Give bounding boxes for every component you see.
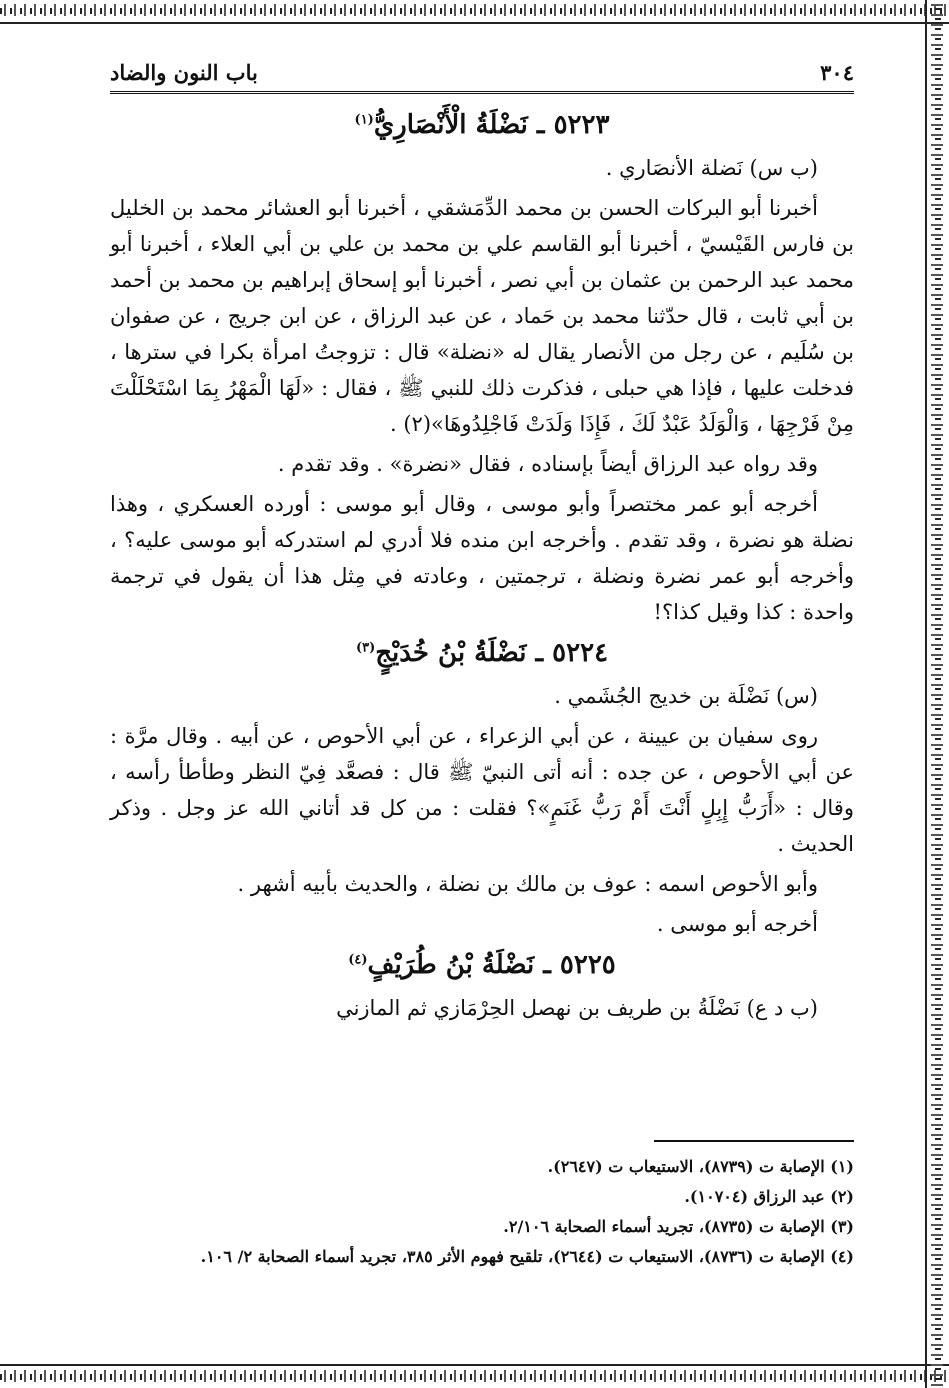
entry-paragraph: وأبو الأحوص اسمه : عوف بن مالك بن نضلة ، والحديث بأبيه أشهر . — [237, 872, 818, 896]
entry-5225 — [110, 950, 854, 1026]
footnote: (٣) الإصابة ت (٨٧٣٥)، تجريد أسماء الصحابة ٢/١٠٦. — [503, 1217, 854, 1236]
entry-paragraph: أخرجه أبو عمر مختصراً وأبو موسى ، وقال أبو موسى : أورده العسكري ، وهذا نضلة هو نضرة ، وقد تقدم . وأخرجه ابن منده فلا أدري لم استدركه أبو موسى عليه؟ ، وأخرجه أبو عمر نضرة ونضلة ، ترجمتين ، وعادته في مِثل هذا أن يقول في ترجمة واحدة : كذا وقيل كذا؟! — [110, 492, 854, 624]
entry-title: ٥٢٢٣ ـ نَضْلَةُ الْأَنْصَارِيُّ$^{(١)}$ — [354, 110, 610, 140]
decorative-border-right — [925, 0, 949, 1388]
page-number: ٣٠٤ — [820, 60, 854, 85]
decorative-border-bottom — [0, 1364, 949, 1388]
running-title: باب النون والضاد — [110, 60, 258, 85]
footnote-divider — [654, 1140, 854, 1142]
page-header — [110, 60, 854, 94]
entry-title: ٥٢٢٥ ـ نَضْلَةُ بْنُ طُرَيْفٍ$^{(٤)}$ — [348, 950, 616, 980]
decorative-border-top — [0, 0, 949, 24]
entry-tags: (س) نَضْلَة بن خديج الجُشَمي . — [554, 684, 818, 708]
entry-5223 — [110, 110, 854, 630]
footnotes — [110, 1140, 854, 1272]
entry-tags: (ب د ع) نَضْلَةُ بن طريف بن نهصل الحِرْمَازي ثم المازني — [336, 996, 818, 1020]
footnote: (٢) عبد الرزاق (١٠٧٠٤). — [684, 1187, 854, 1206]
entry-5224 — [110, 638, 854, 942]
entry-tags: (ب س) نَضلة الأنصَاري . — [605, 156, 818, 180]
entry-paragraph: روى سفيان بن عيينة ، عن أبي الزعراء ، عن أبي الأحوص ، عن أبيه . وقال مرَّة : عن أبي الأحوص ، عن جده : أنه أتى النبيّ ﷺ قال : فصعَّد فِيّ النظر وطأطأ رأسه ، وقال : «أَرَبُّ إِبِلٍ أَنْتَ أَمْ رَبُّ غَنَمٍ»؟ فقلت : من كل قد أتاني الله عز وجل . وذكر الحديث . — [110, 724, 854, 856]
book-page — [110, 60, 854, 1348]
footnote: (٤) الإصابة ت (٨٧٣٦)، الاستيعاب ت (٢٦٤٤)، تلقيح فهوم الأثر ٣٨٥، تجريد أسماء الصحابة ٢/ ١٠٦. — [200, 1247, 854, 1266]
entry-paragraph: أخرجه أبو موسى . — [656, 912, 818, 936]
entry-title: ٥٢٢٤ ـ نَضْلَةُ بْنُ خُدَيْجٍ$^{(٣)}$ — [355, 638, 609, 668]
entry-paragraph: وقد رواه عبد الرزاق أيضاً بإسناده ، فقال «نضرة» . وقد تقدم . — [277, 452, 818, 476]
entry-paragraph: أخبرنا أبو البركات الحسن بن محمد الدِّمَشقي ، أخبرنا أبو العشائر محمد بن الخليل بن فارس القَيْسيّ ، أخبرنا أبو القاسم علي بن محمد بن علي بن أبي العلاء ، أخبرنا أبو محمد عبد الرحمن بن عثمان بن أبي نصر ، أخبرنا أبو إسحاق إبراهيم بن محمد بن أحمد بن أبي ثابت ، قال حدّثنا محمد بن حَماد ، عن عبد الرزاق ، عن ابن جريج ، عن صفوان بن سُلَيم ، عن رجل من الأنصار يقال له «نضلة» قال : تزوجتُ امرأة بكرا في سترها ، فدخلت عليها ، فإذا هي حبلى ، فذكرت ذلك للنبي ﷺ ، فقال : «لَهَا الْمَهْرُ بِمَا اسْتَحْلَلْتَ مِنْ فَرْجِهَا ، وَالْوَلَدُ عَبْدٌ لَكَ ، فَإِذَا وَلَدَتْ فَاجْلِدُوهَا»(٢) . — [110, 196, 854, 436]
footnote: (١) الإصابة ت (٨٧٣٩)، الاستيعاب ت (٢٦٤٧). — [547, 1157, 854, 1176]
